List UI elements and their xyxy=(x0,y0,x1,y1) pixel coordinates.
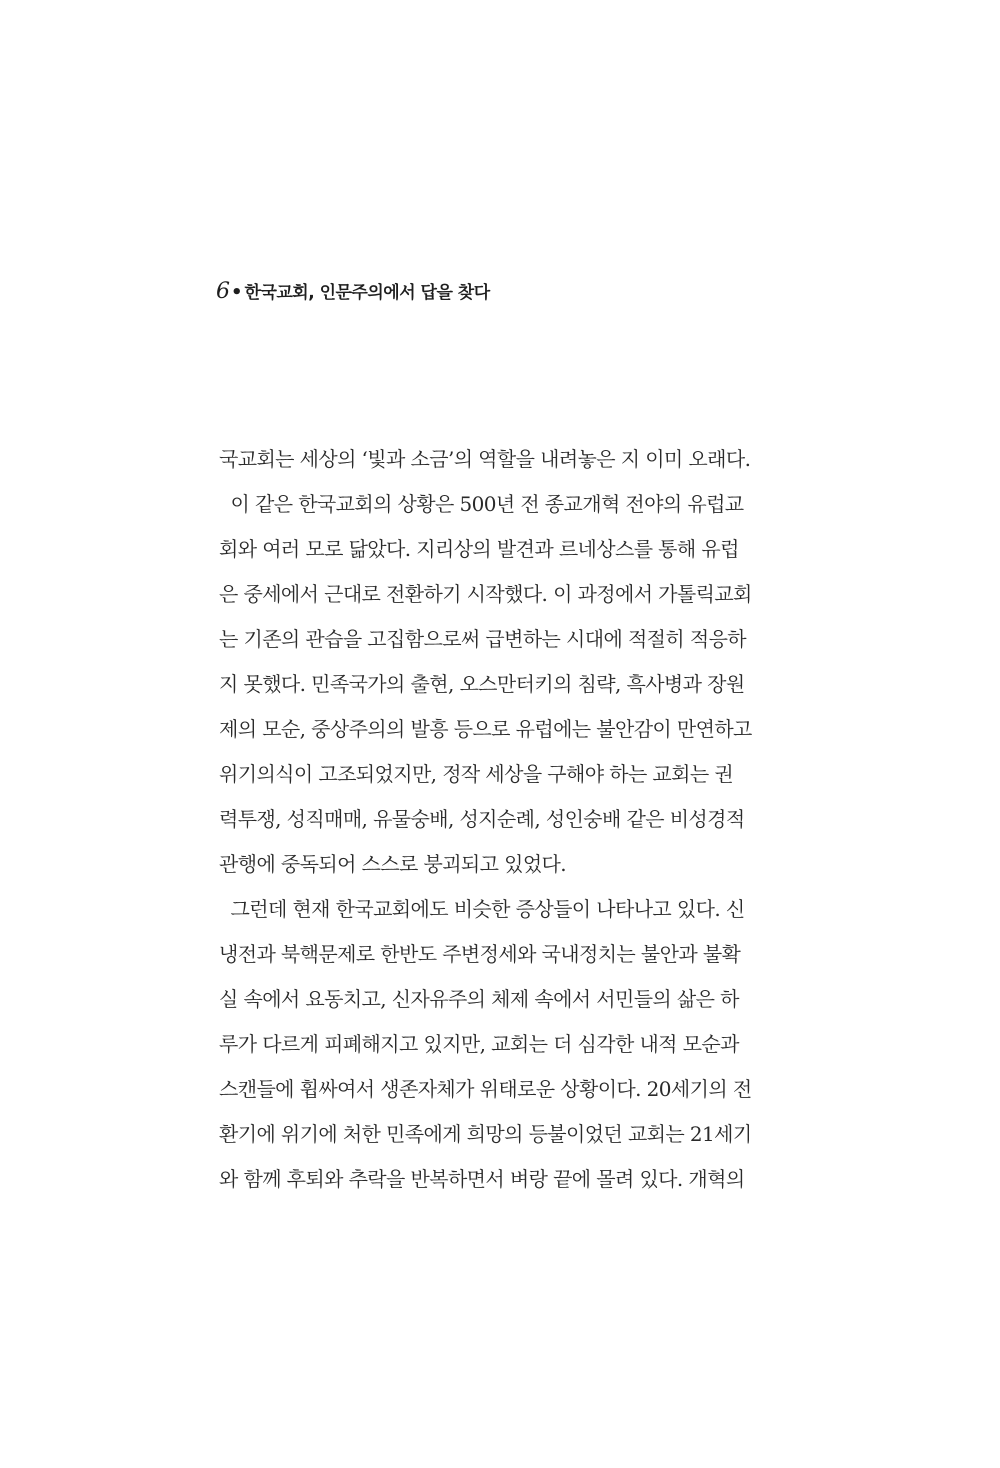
text-line: 국교회는 세상의 ‘빛과 소금’의 역할을 내려놓은 지 이미 오래다. xyxy=(219,447,751,471)
page-number: 6 xyxy=(216,279,230,304)
text-line: 이 같은 한국교회의 상황은 500년 전 종교개혁 전야의 유럽교 xyxy=(219,492,744,516)
text-line: 루가 다르게 피폐해지고 있지만, 교회는 더 심각한 내적 모순과 xyxy=(219,1032,739,1056)
text-line: 실 속에서 요동치고, 신자유주의 체제 속에서 서민들의 삶은 하 xyxy=(219,987,739,1011)
text-line: 와 함께 후퇴와 추락을 반복하면서 벼랑 끝에 몰려 있다. 개혁의 xyxy=(219,1167,745,1191)
text-line: 력투쟁, 성직매매, 유물숭배, 성지순례, 성인숭배 같은 비성경적 xyxy=(219,807,745,831)
text-line: 그런데 현재 한국교회에도 비슷한 증상들이 나타나고 있다. 신 xyxy=(219,897,745,921)
text-line: 는 기존의 관습을 고집함으로써 급변하는 시대에 적절히 적응하 xyxy=(219,627,747,651)
text-line: 은 중세에서 근대로 전환하기 시작했다. 이 과정에서 가톨릭교회 xyxy=(219,582,752,606)
text-line: 위기의식이 고조되었지만, 정작 세상을 구해야 하는 교회는 권 xyxy=(219,762,734,786)
text-line: 제의 모순, 중상주의의 발흥 등으로 유럽에는 불안감이 만연하고 xyxy=(219,717,752,741)
header-separator: • xyxy=(231,282,243,303)
text-line: 환기에 위기에 처한 민족에게 희망의 등불이었던 교회는 21세기 xyxy=(219,1122,752,1146)
running-head xyxy=(216,278,490,310)
text-line: 관행에 중독되어 스스로 붕괴되고 있었다. xyxy=(219,852,567,876)
text-line: 스캔들에 휩싸여서 생존자체가 위태로운 상황이다. 20세기의 전 xyxy=(219,1077,752,1101)
chapter-title: 한국교회, 인문주의에서 답을 찾다 xyxy=(244,283,490,303)
body-text xyxy=(219,437,789,1202)
text-line: 지 못했다. 민족국가의 출현, 오스만터키의 침략, 흑사병과 장원 xyxy=(219,672,745,696)
text-line: 회와 여러 모로 닮았다. 지리상의 발견과 르네상스를 통해 유럽 xyxy=(219,537,739,561)
text-line: 냉전과 북핵문제로 한반도 주변정세와 국내정치는 불안과 불확 xyxy=(219,942,741,966)
